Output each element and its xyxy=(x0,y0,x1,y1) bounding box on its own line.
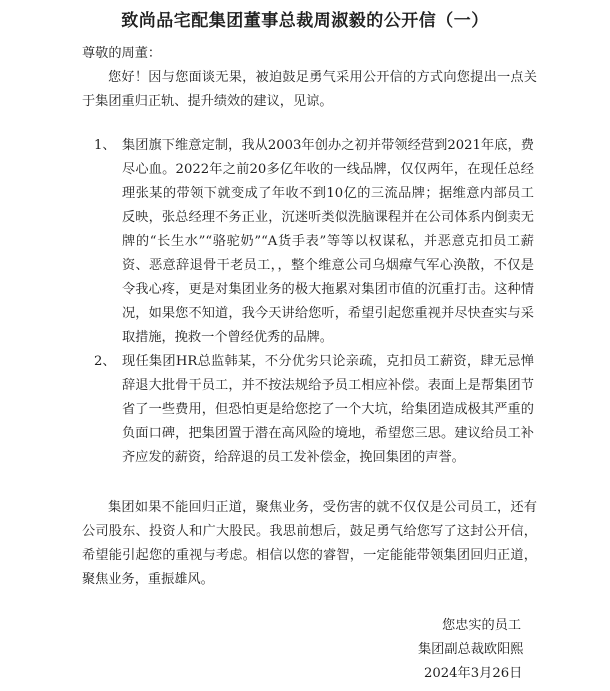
item-2-number: 2、 xyxy=(94,354,116,369)
item-2-text: 现任集团HR总监韩某，不分优劣只论亲疏，克扣员工薪资，肆无忌惮辞退大批骨干员工，并不按法规给予员工相应补偿。表面上是帮集团节省了一些费用，但恐怕更是给您挖了一个大坑，给集团造成极其严重的负面口碑，把集团置于潜在高风险的境地，希望您三思。建议给员工补齐应发的薪资，给辞退的员工发补偿金，挽回集团的声誉。 xyxy=(122,354,534,465)
signature-name: 集团副总裁欧阳熙 xyxy=(418,642,524,657)
closing-paragraph: 集团如果不能回归正道，聚焦业务，受伤害的就不仅仅是公司员工，还有公司股东、投资人和广大股民。我思前想后，鼓足勇气给您写了这封公开信，希望能引起您的重视与考虑。相信以您的睿智，一定能能带领集团回归正道，聚焦业务，重振雄风。 xyxy=(82,500,537,587)
intro-paragraph: 您好！因与您面谈无果，被迫鼓足勇气采用公开信的方式向您提出一点关于集团重归正轨、提升绩效的建议，见谅。 xyxy=(82,70,537,109)
signature-date: 2024年3月26日 xyxy=(424,666,523,681)
item-1-number: 1、 xyxy=(94,138,116,153)
letter-title: 致尚品宅配集团董事总裁周淑毅的公开信（一） xyxy=(121,11,489,31)
item-1-text: 集团旗下维意定制，我从2003年创办之初并带领经营到2021年底，费尽心血。2022年之前20多亿年收的一线品牌，仅仅两年，在现任总经理张某的带领下就变成了年收不到10亿的三流品牌；据维意内部员工反映，张总经理不务正业，沉迷听类似洗脑课程并在公司体系内倒卖无牌的“长生水”“骆驼奶”“A货手表”等等以权谋私，并恶意克扣员工薪资、恶意辞退骨干老员工，，整个维意公司乌烟瘴气军心涣散，不仅是令我心疼，更是对集团业务的极大拖累对集团市值的沉重打击。这种情况，如果您不知道，我今天讲给您听，希望引起您重视并尽快查实与采取措施，挽救一个曾经优秀的品牌。 xyxy=(122,138,534,345)
signature-closing: 您忠实的员工 xyxy=(442,618,522,633)
salutation: 尊敬的周董： xyxy=(82,46,162,61)
